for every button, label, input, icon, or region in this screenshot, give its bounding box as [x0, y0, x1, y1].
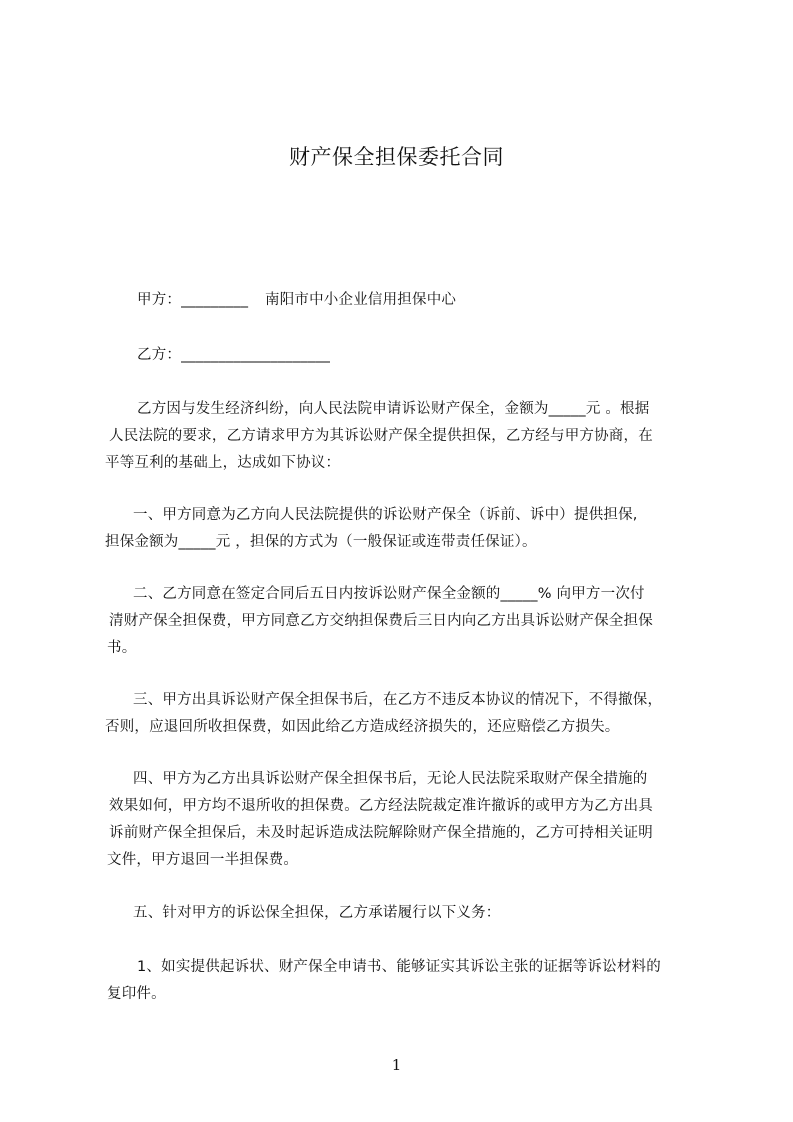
clause-1-line: 担保金额为_____元 ，担保的方式为（一般保证或连带责任保证）。 [105, 534, 537, 550]
clause-4-line: 诉前财产保全担保后，未及时起诉造成法院解除财产保全措施的，乙方可持相关证明 [109, 825, 653, 841]
clause-3-line: 三、甲方出具诉讼财产保全担保书后，在乙方不违反本协议的情况下，不得撤保， [133, 692, 663, 708]
intro-line: 平等互利的基础上，达成如下协议： [105, 455, 341, 471]
clause-5-item-1-line: 1、如实提供起诉状、财产保全申请书、能够证实其诉讼主张的证据等诉讼材料的 [137, 959, 661, 975]
clause-4-line: 四、甲方为乙方出具诉讼财产保全担保书后，无论人民法院采取财产保全措施的 [133, 771, 648, 787]
clause-4-line: 效果如何，甲方均不退所收的担保费。乙方经法院裁定准许撤诉的或甲方为乙方出具 [109, 798, 653, 814]
intro-line: 人民法院的要求，乙方请求甲方为其诉讼财产保全提供担保，乙方经与甲方协商，在 [109, 428, 653, 444]
contract-title: 财产保全担保委托合同 [289, 145, 504, 169]
clause-4-line: 文件，甲方退回一半担保费。 [107, 852, 299, 868]
clause-2-line: 书。 [107, 640, 137, 656]
party-b-label: 乙方：____________________ [137, 347, 331, 363]
clause-5-item-1-line: 复印件。 [107, 986, 166, 1002]
clause-2-line: 清财产保全担保费，甲方同意乙方交纳担保费后三日内向乙方出具诉讼财产保全担保 [109, 613, 653, 629]
intro-line: 乙方因与发生经济纠纷，向人民法院申请诉讼财产保全，金额为_____元 。根据 [137, 401, 650, 417]
clause-2-line: 二、乙方同意在签定合同后五日内按诉讼财产保全金额的_____% 向甲方一次付 [133, 586, 645, 602]
clause-5-heading: 五、针对甲方的诉讼保全担保，乙方承诺履行以下义务： [133, 905, 501, 921]
clause-3-line: 否则，应退回所收担保费，如因此给乙方造成经济损失的，还应赔偿乙方损失。 [105, 719, 620, 735]
party-a-name: 南阳市中小企业信用担保中心 [265, 292, 457, 308]
page-number: 1 [391, 1056, 402, 1074]
party-a-label: 甲方：_________ [137, 292, 249, 308]
clause-1-line: 一、甲方同意为乙方向人民法院提供的诉讼财产保全（诉前、诉中）提供担保, [133, 507, 638, 523]
